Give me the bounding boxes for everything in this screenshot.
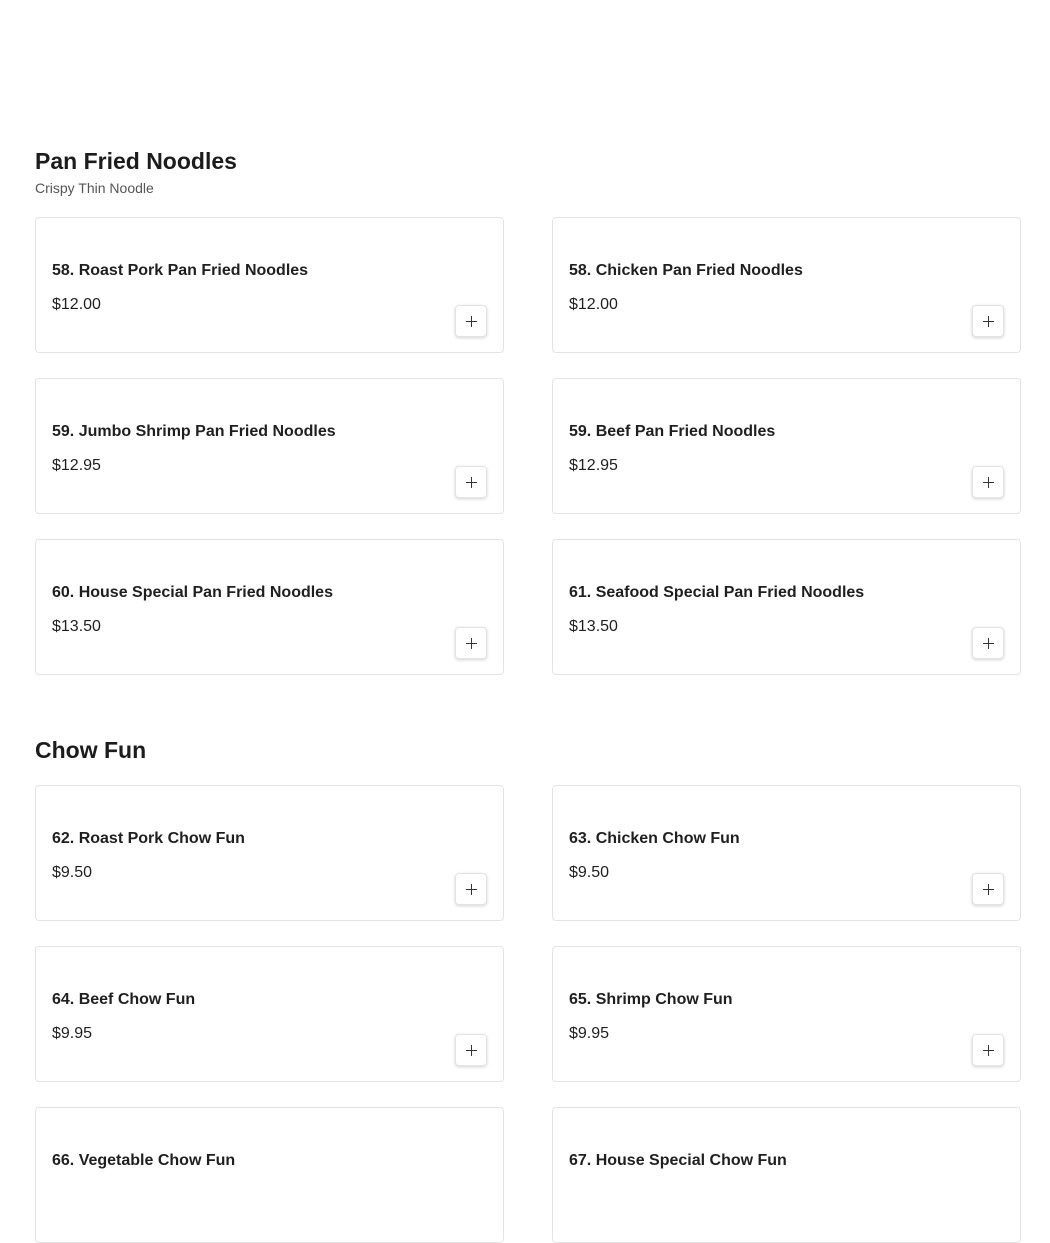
item-name: 58. Chicken Pan Fried Noodles [569,262,803,279]
add-item-button[interactable] [972,873,1004,905]
menu-item-card[interactable] [552,217,1021,353]
menu-item-card[interactable] [552,1107,1021,1243]
menu-item-grid [35,785,1021,1243]
add-item-button[interactable] [972,305,1004,337]
item-name: 63. Chicken Chow Fun [569,830,740,847]
menu-section-chow-fun [35,736,1021,1169]
plus-icon [983,638,994,649]
plus-icon [983,884,994,895]
menu-section-pan-fried-noodles [35,147,1021,635]
menu-item-card[interactable] [35,539,504,675]
item-price: $9.50 [569,864,610,881]
menu-item-card[interactable] [552,378,1021,514]
add-item-button[interactable] [455,466,487,498]
add-item-button[interactable] [455,305,487,337]
add-item-button[interactable] [455,1034,487,1066]
add-item-button[interactable] [455,873,487,905]
item-price: $12.00 [52,296,101,313]
plus-icon [983,316,994,327]
plus-icon [466,1045,477,1056]
item-price: $9.50 [52,864,93,881]
add-item-button[interactable] [455,627,487,659]
item-price: $9.95 [52,1025,93,1042]
item-name: 64. Beef Chow Fun [52,991,196,1008]
menu-item-grid [35,217,1021,675]
plus-icon [466,477,477,488]
item-name: 59. Jumbo Shrimp Pan Fried Noodles [52,423,336,440]
menu-item-card[interactable] [552,539,1021,675]
item-price: $12.95 [52,457,101,474]
item-price: $9.95 [569,1025,610,1042]
menu-item-card[interactable] [35,946,504,1082]
item-name: 59. Beef Pan Fried Noodles [569,423,776,440]
menu-item-card[interactable] [552,946,1021,1082]
item-name: 61. Seafood Special Pan Fried Noodles [569,584,865,601]
section-title: Pan Fried Noodles [35,148,237,174]
menu-item-card[interactable] [35,378,504,514]
item-price: $13.50 [52,618,101,635]
menu-item-card[interactable] [35,217,504,353]
menu-item-card[interactable] [35,785,504,921]
section-subtitle: Crispy Thin Noodle [35,180,154,196]
plus-icon [983,1045,994,1056]
plus-icon [466,884,477,895]
item-price: $13.50 [569,618,618,635]
item-name: 60. House Special Pan Fried Noodles [52,584,333,601]
item-name: 58. Roast Pork Pan Fried Noodles [52,262,309,279]
item-name: 62. Roast Pork Chow Fun [52,830,245,847]
plus-icon [983,477,994,488]
item-name: 66. Vegetable Chow Fun [52,1152,236,1169]
add-item-button[interactable] [972,466,1004,498]
item-name: 65. Shrimp Chow Fun [569,991,733,1008]
menu-item-card[interactable] [552,785,1021,921]
item-price: $12.00 [569,296,618,313]
section-title: Chow Fun [35,737,147,763]
add-item-button[interactable] [972,627,1004,659]
item-name: 67. House Special Chow Fun [569,1152,787,1169]
item-price: $12.95 [569,457,618,474]
plus-icon [466,316,477,327]
menu-item-card[interactable] [35,1107,504,1243]
plus-icon [466,638,477,649]
add-item-button[interactable] [972,1034,1004,1066]
